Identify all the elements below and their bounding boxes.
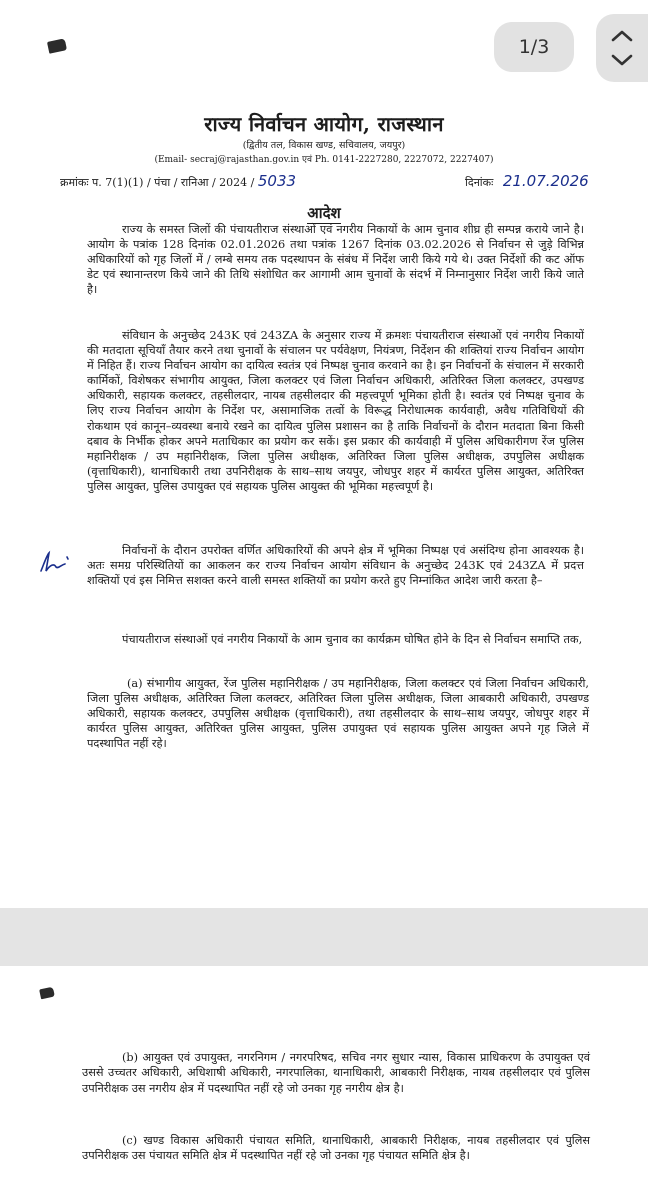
chevron-down-icon[interactable]	[609, 52, 635, 68]
punch-hole-mark	[39, 987, 55, 1000]
page-indicator: 1/3	[494, 22, 574, 72]
clause-b: (b) आयुक्त एवं उपायुक्त, नगरनिगम / नगरपरिषद, सचिव नगर सुधार न्यास, विकास प्राधिकरण के उपायुक्त एवं उससे उच्चतर अधिकारी, अधिशाषी अधिकारी, नगरपालिका, थानाधिकारी, आबकारी निरीक्षक, नायब तहसीलदार एवं पुलिस उपनिरीक्षक उस नगरीय क्षेत्र में पदस्थापित नहीं रहे जो उनका गृह नगरीय क्षेत्र है।	[82, 1051, 590, 1095]
date-label: दिनांकः	[465, 176, 494, 189]
chevron-up-icon[interactable]	[609, 28, 635, 44]
clause-c: (c) खण्ड विकास अधिकारी पंचायत समिति, थानाधिकारी, आबकारी निरीक्षक, नायब तहसीलदार एवं पुलिस उपनिरीक्षक उस पंचायत समिति क्षेत्र में पदस्थापित नहीं रहे जो उनका गृह पंचायत समिति क्षेत्र है।	[82, 1134, 590, 1163]
order-title: आदेश	[307, 204, 341, 222]
punch-hole-mark	[47, 38, 67, 53]
organization-address: (द्वितीय तल, विकास खण्ड, सचिवालय, जयपुर)	[242, 140, 406, 151]
handwritten-date: 21.07.2026	[502, 172, 589, 190]
paragraph-1: राज्य के समस्त जिलों की पंचायतीराज संस्थाओं एवं नगरीय निकायों के आम चुनाव शीघ्र ही सम्पन्न कराये जाने है। आयोग के पत्रांक 128 दिनांक 02.01.2026 तथा पत्रांक 1267 दिनांक 03.02.2026 से निर्वाचन से जुड़े विभिन्न अधिकारियों को गृह जिलों में / लम्बे समय तक पदस्थापन के संबंध में निर्देश जारी किये गये थे। उक्त निर्देशों की कट ऑफ डेट एवं स्थानान्तरण किये जाने की तिथि संशोधित कर आगामी आम चुनावों के संदर्भ में निम्नानुसार निर्देश जारी किये जाते है।	[87, 223, 584, 297]
paragraph-4: पंचायतीराज संस्थाओं एवं नगरीय निकायों के आम चुनाव का कार्यक्रम घोषित होने के दिन से निर्वाचन समाप्ति तक,	[122, 633, 583, 646]
organization-contact: (Email- secraj@rajasthan.gov.in एवं Ph. 0141-2227280, 2227072, 2227407)	[154, 155, 494, 165]
reference-number	[60, 172, 296, 190]
paragraph-2: संविधान के अनुच्छेद 243K एवं 243ZA के अनुसार राज्य में क्रमशः पंचायतीराज संस्थाओं एवं नगरीय निकायों की मतदाता सूचियाँ तैयार करने तथा चुनावों के संचालन पर पर्यवेक्षण, नियंत्रण, निर्देशन की शक्तियां राज्य निर्वाचन आयोग में निहित हैं। राज्य निर्वाचन आयोग का दायित्व स्वतंत्र एवं निष्पक्ष चुनाव करवाने का है। इन निर्वाचनों के संचालन में सरकारी कार्मिकों, विशेषकर संभागीय आयुक्त, जिला कलक्टर एवं जिला निर्वाचन अधिकारी, अतिरिक्त जिला कलक्टर, उपखण्ड अधिकारी, सहायक कलक्टर, तहसीलदार, नायब तहसीलदार की महत्त्वपूर्ण भूमिका होती है। स्वतंत्र एवं निष्पक्ष चुनाव के लिए राज्य निर्वाचन आयोग के निर्देश पर, असामाजिक तत्वों के विरूद्ध निरोधात्मक कार्यवाही, अवैध गतिविधियों की रोकथाम एवं कानून–व्यवस्था बनाये रखने का दायित्व पुलिस प्रशासन का है ताकि निर्वाचनों के दौरान मतदाता बिना किसी दबाव के निर्भीक होकर अपने मताधिकार का प्रयोग कर सकें। इस प्रकार की कार्यवाही में पुलिस अधिकारीगण रेंज पुलिस महानिरीक्षक / उप महानिरीक्षक, जिला पुलिस अधीक्षक, अतिरिक्त जिला पुलिस अधीक्षक, उपपुलिस अधीक्षक (वृत्ताधिकारी), थानाधिकारी तथा उपनिरीक्षक के साथ–साथ जयपुर, जोधपुर शहर में कार्यरत पुलिस आयुक्त, अतिरिक्त पुलिस आयुक्त, पुलिस उपायुक्त एवं सहायक पुलिस आयुक्त की भूमिका महत्त्वपूर्ण है।	[87, 329, 584, 493]
page-nav-control[interactable]	[596, 14, 648, 82]
order-date	[465, 172, 589, 190]
organization-name: राज्य निर्वाचन आयोग, राजस्थान	[204, 112, 444, 136]
clause-a: (a) संभागीय आयुक्त, रेंज पुलिस महानिरीक्षक / उप महानिरीक्षक, जिला कलक्टर एवं जिला निर्वाचन अधिकारी, जिला पुलिस अधीक्षक, अतिरिक्त जिला कलक्टर, अतिरिक्त जिला पुलिस अधीक्षक, जिला आबकारी अधिकारी, उपखण्ड अधिकारी, सहायक कलक्टर, उपपुलिस अधीक्षक (वृत्ताधिकारी), तथा तहसीलदार के साथ–साथ जयपुर, जोधपुर शहर में कार्यरत पुलिस आयुक्त, अतिरिक्त पुलिस आयुक्त, पुलिस उपायुक्त एवं सहायक पुलिस आयुक्त अपने गृह जिले में पदस्थापित नहीं रहे।	[87, 677, 589, 751]
handwritten-reference-number: 5033	[257, 172, 297, 190]
reference-label: क्रमांकः प. 7(1)(1) / पंचा / रानिआ / 2024 /	[60, 176, 255, 189]
paragraph-3: निर्वाचनों के दौरान उपरोक्त वर्णित अधिकारियों की अपने क्षेत्र में भूमिका निष्पक्ष एवं असंदिग्ध होना आवश्यक है। अतः समग्र परिस्थितियों का आकलन कर राज्य निर्वाचन आयोग संविधान के अनुच्छेद 243K एवं 243ZA में प्रदत्त शक्तियों एवं इस निमित्त सशक्त करने वाली समस्त शक्तियों का प्रयोग करते हुए निम्नांकित आदेश जारी करता है–	[87, 544, 584, 588]
page-separator	[0, 908, 648, 966]
handwritten-initials-mark	[37, 547, 73, 577]
